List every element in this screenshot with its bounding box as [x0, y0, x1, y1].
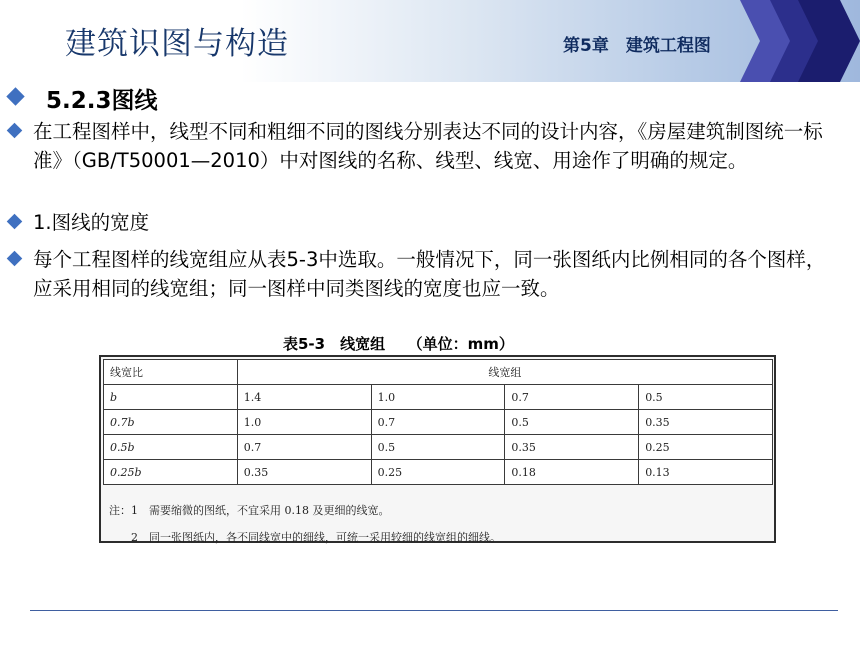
ratio-cell: b: [104, 385, 238, 410]
section-heading: 5.2.3图线: [46, 88, 158, 114]
slide-header: [0, 0, 860, 82]
table-row: [104, 410, 773, 435]
paragraph-2: 每个工程图样的线宽组应从表5-3中选取。一般情况下，同一张图纸内比例相同的各个图样，应采用相同的线宽组；同一图样中同类图线的宽度也应一致。: [33, 248, 826, 300]
value-cell: 1.0: [371, 385, 505, 410]
bullet-diamond-icon: [7, 251, 23, 267]
table-row: [104, 385, 773, 410]
value-cell: 0.7: [237, 435, 371, 460]
ratio-cell: 0.7b: [104, 410, 238, 435]
bullet-diamond-icon: [7, 123, 23, 139]
table-caption: 表5-3 线宽组 （单位：mm）: [283, 335, 514, 353]
value-cell: 0.25: [639, 435, 773, 460]
table-note-1: 注：1 需要缩微的图纸，不宜采用 0.18 及更细的线宽。: [109, 504, 390, 517]
table-header-row: [104, 360, 773, 385]
value-cell: 0.13: [639, 460, 773, 485]
value-cell: 1.4: [237, 385, 371, 410]
bullet-diamond-icon: [7, 214, 23, 230]
value-cell: 0.5: [639, 385, 773, 410]
ratio-cell: 0.5b: [104, 435, 238, 460]
chevron-decoration-icon: [740, 0, 860, 82]
table-row: [104, 460, 773, 485]
table-notes: [109, 497, 501, 551]
ratio-cell: 0.25b: [104, 460, 238, 485]
value-cell: 0.7: [505, 385, 639, 410]
table-row: [104, 435, 773, 460]
value-cell: 0.35: [505, 435, 639, 460]
footer-divider: [30, 610, 838, 611]
value-cell: 0.18: [505, 460, 639, 485]
line-width-grid: [103, 359, 773, 485]
value-cell: 0.35: [237, 460, 371, 485]
line-width-table: [99, 355, 776, 543]
table-note-2: 2 同一张图纸内，各不同线宽中的细线，可统一采用较细的线宽组的细线。: [131, 531, 501, 544]
value-cell: 0.7: [371, 410, 505, 435]
bullet-diamond-icon: [6, 87, 24, 105]
paragraph-1: 在工程图样中，线型不同和粗细不同的图线分别表达不同的设计内容，《房屋建筑制图统一标准》（GB/T50001—2010）中对图线的名称、线型、线宽、用途作了明确的规定。: [33, 120, 823, 172]
value-cell: 1.0: [237, 410, 371, 435]
value-cell: 0.35: [639, 410, 773, 435]
subheading-line-width: 1.图线的宽度: [33, 211, 150, 234]
value-cell: 0.5: [371, 435, 505, 460]
header-ratio: 线宽比: [104, 360, 238, 385]
value-cell: 0.25: [371, 460, 505, 485]
chapter-label: 第5章 建筑工程图: [563, 36, 711, 56]
value-cell: 0.5: [505, 410, 639, 435]
slide-title: 建筑识图与构造: [65, 26, 289, 62]
header-group: 线宽组: [237, 360, 772, 385]
